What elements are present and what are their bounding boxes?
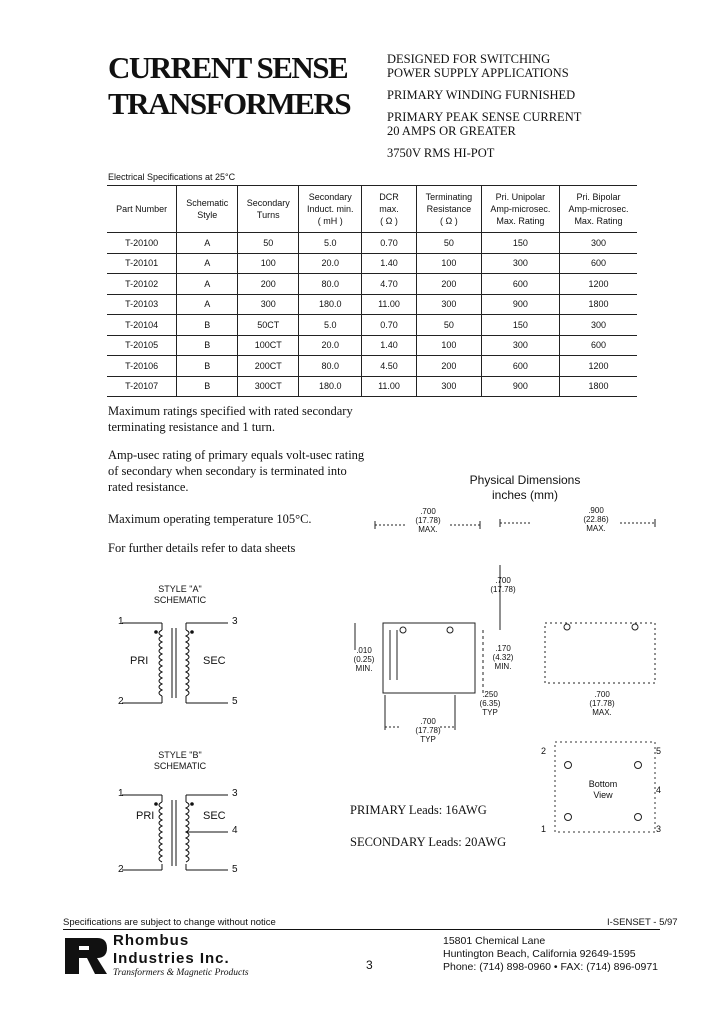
company-name-1: Rhombus	[113, 932, 190, 949]
spec-cell: 5.0	[299, 233, 362, 254]
schematic-b-pin-2: 2	[118, 864, 124, 875]
spec-cell: B	[177, 356, 238, 377]
feature-3: PRIMARY WINDING FURNISHED	[387, 88, 576, 102]
secondary-leads: SECONDARY Leads: 20AWG	[350, 835, 507, 849]
feature-6: 3750V RMS HI-POT	[387, 146, 495, 160]
spec-cell: 50CT	[238, 315, 299, 336]
spec-row	[107, 294, 637, 315]
spec-table	[107, 185, 637, 397]
spec-row	[107, 376, 637, 397]
schematic-a-pin-3: 3	[232, 616, 238, 627]
bottom-pin-4: 4	[656, 785, 662, 795]
spec-cell: 200CT	[238, 356, 299, 377]
spec-cell: 0.70	[362, 315, 417, 336]
company-tagline: Transformers & Magnetic Products	[113, 968, 249, 978]
schematic-b-pri-label: PRI	[136, 810, 155, 822]
dim-700-max-b: .700 (17.78) MAX.	[589, 690, 615, 717]
spec-row	[107, 315, 637, 336]
spec-cell: A	[177, 294, 238, 315]
spec-cell: 4.50	[362, 356, 417, 377]
note-ratings: Maximum ratings specified with rated secondary terminating resistance and 1 turn.	[108, 404, 353, 434]
polarity-dot-primary	[154, 630, 158, 634]
spec-cell: 1800	[559, 376, 637, 397]
spec-cell: 80.0	[299, 356, 362, 377]
spec-cell: T-20104	[107, 315, 177, 336]
bottom-pin-3: 3	[656, 824, 662, 834]
dim-700-height: .700 (17.78)	[490, 576, 516, 594]
spec-cell: 300	[416, 376, 481, 397]
bottom-view-label: Bottom View	[588, 779, 618, 800]
spec-cell: 600	[559, 335, 637, 356]
dimensions-title: Physical Dimensions inches (mm)	[469, 473, 581, 502]
spec-cell: 300	[559, 233, 637, 254]
spec-cell: A	[177, 274, 238, 295]
spec-cell: 4.70	[362, 274, 417, 295]
spec-cell: 5.0	[299, 315, 362, 336]
feature-5: 20 AMPS OR GREATER	[387, 124, 516, 138]
note-data-sheets: For further details refer to data sheets	[108, 541, 296, 555]
spec-cell: A	[177, 253, 238, 274]
spec-cell: 100	[416, 335, 481, 356]
spec-cell: 50	[416, 315, 481, 336]
spec-cell: 300	[416, 294, 481, 315]
spec-cell: A	[177, 233, 238, 254]
specs-caption: Electrical Specifications at 25°C	[108, 172, 236, 182]
company-address: 15801 Chemical Lane Huntington Beach, California 92649-1595 Phone: (714) 898-0960 • FAX: (714) 896-0971	[443, 935, 659, 973]
dim-900-max: .900 (22.86) MAX.	[583, 506, 609, 533]
spec-cell: 20.0	[299, 335, 362, 356]
title-line-1: CURRENT SENSE	[108, 50, 348, 85]
footer-doc-id: I-SENSET - 5/97	[607, 917, 678, 928]
col-part-number: Part Number	[107, 186, 177, 233]
schematic-a-pin-1: 1	[118, 616, 124, 627]
col-schematic-style: Schematic Style	[177, 186, 238, 233]
col-secondary-turns: Secondary Turns	[238, 186, 299, 233]
spec-cell: 100CT	[238, 335, 299, 356]
bottom-pin-2: 2	[541, 746, 547, 756]
spec-cell: 1200	[559, 356, 637, 377]
dimension-drawing	[345, 505, 675, 745]
spec-cell: 900	[481, 376, 559, 397]
spec-cell: 300	[559, 315, 637, 336]
note-amp-usec: Amp-usec rating of primary equals volt-usec rating of secondary when secondary is terminated into rated resistance.	[108, 448, 365, 494]
schematic-a-pin-5: 5	[232, 696, 238, 707]
spec-cell: 600	[559, 253, 637, 274]
spec-cell: 200	[238, 274, 299, 295]
page-number: 3	[366, 958, 373, 972]
schematic-b-pin-3: 3	[232, 788, 238, 799]
bottom-pin-1: 1	[541, 824, 547, 834]
schematic-b-pin-1: 1	[118, 788, 124, 799]
spec-cell: 180.0	[299, 376, 362, 397]
spec-cell: 300	[481, 335, 559, 356]
spec-cell: 100	[238, 253, 299, 274]
spec-cell: 200	[416, 356, 481, 377]
spec-cell: 0.70	[362, 233, 417, 254]
dim-700-typ: .700 (17.78) TYP	[415, 717, 441, 744]
spec-row	[107, 356, 637, 377]
feature-4: PRIMARY PEAK SENSE CURRENT	[387, 110, 582, 124]
spec-cell: T-20106	[107, 356, 177, 377]
schematic-a-pri-label: PRI	[130, 655, 149, 667]
spec-cell: 200	[416, 274, 481, 295]
spec-cell: T-20101	[107, 253, 177, 274]
spec-cell: B	[177, 315, 238, 336]
spec-cell: T-20100	[107, 233, 177, 254]
polarity-dot-primary-b	[154, 802, 158, 806]
spec-cell: 50	[416, 233, 481, 254]
schematic-b-pin-4: 4	[232, 825, 238, 836]
schematic-b-diagram	[110, 780, 250, 880]
schematic-b-pin-5: 5	[232, 864, 238, 875]
col-terminating-resistance: Terminating Resistance ( Ω )	[416, 186, 481, 233]
spec-cell: 600	[481, 274, 559, 295]
company-fax: FAX: (714) 896-0971	[560, 961, 659, 973]
col-secondary-inductance: Secondary Induct. min. ( mH )	[299, 186, 362, 233]
schematic-a-pin-2: 2	[118, 696, 124, 707]
feature-1: DESIGNED FOR SWITCHING	[387, 52, 551, 66]
spec-cell: 1.40	[362, 335, 417, 356]
spec-row	[107, 253, 637, 274]
spec-cell: T-20105	[107, 335, 177, 356]
spec-row	[107, 274, 637, 295]
col-dcr: DCR max. ( Ω )	[362, 186, 417, 233]
spec-cell: B	[177, 335, 238, 356]
spec-cell: T-20107	[107, 376, 177, 397]
spec-cell: 150	[481, 233, 559, 254]
dim-170-min: .170 (4.32) MIN.	[492, 644, 514, 671]
spec-cell: 50	[238, 233, 299, 254]
col-bipolar-rating: Pri. Bipolar Amp-microsec. Max. Rating	[559, 186, 637, 233]
spec-cell: 80.0	[299, 274, 362, 295]
polarity-dot-secondary	[190, 630, 194, 634]
schematic-b-title: STYLE "B" SCHEMATIC	[153, 750, 207, 771]
bullet-separator: •	[553, 961, 558, 973]
spec-cell: 1800	[559, 294, 637, 315]
spec-header-row	[107, 186, 637, 233]
dim-250-typ: .250 (6.35) TYP	[479, 690, 501, 717]
spec-cell: 1200	[559, 274, 637, 295]
spec-cell: 20.0	[299, 253, 362, 274]
polarity-dot-secondary-b	[190, 802, 194, 806]
spec-cell: 300	[481, 253, 559, 274]
company-name-2: Industries Inc.	[113, 950, 230, 967]
dim-700-max-a: .700 (17.78) MAX.	[415, 507, 441, 534]
primary-leads: PRIMARY Leads: 16AWG	[350, 803, 487, 817]
spec-cell: B	[177, 376, 238, 397]
rhombus-logo	[63, 934, 111, 978]
spec-row	[107, 233, 637, 254]
dim-010-min: .010 (0.25) MIN.	[353, 646, 375, 673]
footer-divider	[63, 929, 660, 930]
schematic-b-sec-label: SEC	[203, 810, 226, 822]
feature-2: POWER SUPPLY APPLICATIONS	[387, 66, 569, 80]
title-line-2: TRANSFORMERS	[108, 86, 351, 121]
spec-cell: 150	[481, 315, 559, 336]
spec-cell: 900	[481, 294, 559, 315]
bottom-pin-5: 5	[656, 746, 662, 756]
spec-cell: 300CT	[238, 376, 299, 397]
note-temperature: Maximum operating temperature 105°C.	[108, 512, 312, 526]
spec-cell: 11.00	[362, 376, 417, 397]
schematic-a-title: STYLE "A" SCHEMATIC	[153, 584, 207, 605]
spec-cell: 600	[481, 356, 559, 377]
spec-cell: 11.00	[362, 294, 417, 315]
spec-cell: 1.40	[362, 253, 417, 274]
spec-cell: 100	[416, 253, 481, 274]
spec-cell: 300	[238, 294, 299, 315]
footer-disclaimer: Specifications are subject to change without notice	[63, 917, 276, 928]
schematic-a-sec-label: SEC	[203, 655, 226, 667]
col-unipolar-rating: Pri. Unipolar Amp-microsec. Max. Rating	[481, 186, 559, 233]
spec-row	[107, 335, 637, 356]
spec-cell: T-20102	[107, 274, 177, 295]
spec-cell: 180.0	[299, 294, 362, 315]
company-phone: Phone: (714) 898-0960	[443, 961, 551, 973]
spec-cell: T-20103	[107, 294, 177, 315]
